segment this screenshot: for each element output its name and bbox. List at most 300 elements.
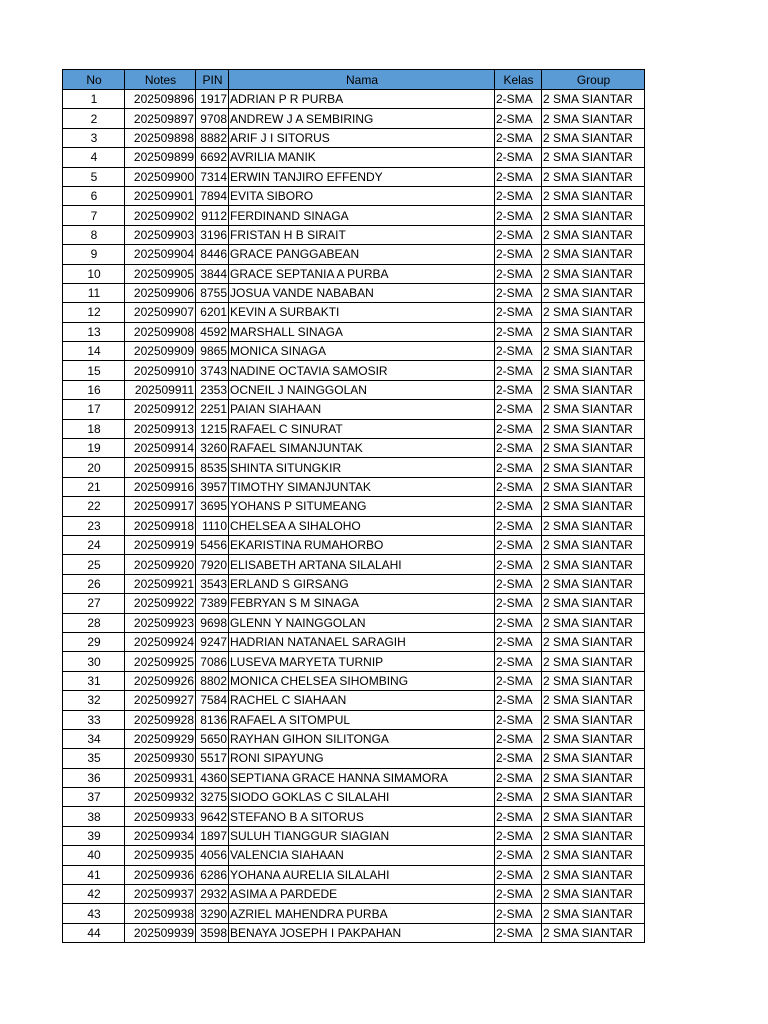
table-row [63,594,645,613]
cell-no: 9 [63,245,125,264]
cell-no: 24 [63,535,125,554]
cell-no: 41 [63,865,125,884]
cell-kelas: 2-SMA [495,419,542,438]
cell-pin: 3290 [196,904,229,923]
cell-no: 19 [63,439,125,458]
table-row [63,264,645,283]
cell-no: 26 [63,574,125,593]
cell-notes: 202509916 [125,477,196,496]
cell-group: 2 SMA SIANTAR [542,652,645,671]
table-row [63,90,645,109]
table-row [63,283,645,302]
cell-notes: 202509934 [125,826,196,845]
cell-notes: 202509928 [125,710,196,729]
cell-no: 20 [63,458,125,477]
cell-no: 44 [63,923,125,942]
cell-notes: 202509920 [125,555,196,574]
table-row [63,574,645,593]
cell-kelas: 2-SMA [495,574,542,593]
cell-kelas: 2-SMA [495,167,542,186]
cell-nama: SULUH TIANGGUR SIAGIAN [229,826,495,845]
cell-group: 2 SMA SIANTAR [542,206,645,225]
cell-group: 2 SMA SIANTAR [542,516,645,535]
cell-nama: NADINE OCTAVIA SAMOSIR [229,361,495,380]
cell-no: 7 [63,206,125,225]
cell-group: 2 SMA SIANTAR [542,419,645,438]
cell-no: 15 [63,361,125,380]
cell-pin: 3598 [196,923,229,942]
table-row [63,555,645,574]
cell-notes: 202509937 [125,885,196,904]
cell-group: 2 SMA SIANTAR [542,225,645,244]
cell-group: 2 SMA SIANTAR [542,380,645,399]
cell-nama: OCNEIL J NAINGGOLAN [229,380,495,399]
cell-kelas: 2-SMA [495,788,542,807]
cell-no: 30 [63,652,125,671]
cell-pin: 7584 [196,691,229,710]
cell-notes: 202509917 [125,497,196,516]
table-row [63,245,645,264]
cell-pin: 4056 [196,846,229,865]
cell-nama: ASIMA A PARDEDE [229,885,495,904]
cell-group: 2 SMA SIANTAR [542,788,645,807]
cell-nama: HADRIAN NATANAEL SARAGIH [229,632,495,651]
cell-group: 2 SMA SIANTAR [542,691,645,710]
cell-group: 2 SMA SIANTAR [542,186,645,205]
table-row [63,535,645,554]
table-row [63,807,645,826]
cell-notes: 202509930 [125,749,196,768]
cell-group: 2 SMA SIANTAR [542,594,645,613]
cell-kelas: 2-SMA [495,477,542,496]
cell-group: 2 SMA SIANTAR [542,613,645,632]
cell-pin: 9698 [196,613,229,632]
cell-no: 39 [63,826,125,845]
cell-nama: CHELSEA A SIHALOHO [229,516,495,535]
cell-kelas: 2-SMA [495,826,542,845]
cell-group: 2 SMA SIANTAR [542,497,645,516]
table-row [63,497,645,516]
cell-nama: SHINTA SITUNGKIR [229,458,495,477]
cell-pin: 3957 [196,477,229,496]
cell-no: 28 [63,613,125,632]
cell-no: 40 [63,846,125,865]
cell-kelas: 2-SMA [495,652,542,671]
cell-nama: MONICA CHELSEA SIHOMBING [229,671,495,690]
cell-kelas: 2-SMA [495,594,542,613]
cell-nama: VALENCIA SIAHAAN [229,846,495,865]
cell-pin: 9708 [196,109,229,128]
cell-pin: 6692 [196,148,229,167]
cell-nama: AZRIEL MAHENDRA PURBA [229,904,495,923]
cell-nama: BENAYA JOSEPH I PAKPAHAN [229,923,495,942]
cell-group: 2 SMA SIANTAR [542,342,645,361]
cell-notes: 202509919 [125,535,196,554]
cell-pin: 2932 [196,885,229,904]
cell-group: 2 SMA SIANTAR [542,923,645,942]
cell-nama: SIODO GOKLAS C SILALAHI [229,788,495,807]
cell-group: 2 SMA SIANTAR [542,885,645,904]
table-row [63,109,645,128]
cell-group: 2 SMA SIANTAR [542,535,645,554]
cell-pin: 8136 [196,710,229,729]
cell-nama: ERLAND S GIRSANG [229,574,495,593]
cell-nama: GRACE PANGGABEAN [229,245,495,264]
cell-no: 1 [63,90,125,109]
cell-kelas: 2-SMA [495,768,542,787]
cell-pin: 7894 [196,186,229,205]
table-row [63,749,645,768]
cell-group: 2 SMA SIANTAR [542,283,645,302]
header-kelas: Kelas [495,70,542,90]
cell-no: 31 [63,671,125,690]
table-row [63,710,645,729]
cell-no: 8 [63,225,125,244]
cell-notes: 202509910 [125,361,196,380]
cell-nama: RAYHAN GIHON SILITONGA [229,729,495,748]
cell-no: 18 [63,419,125,438]
cell-group: 2 SMA SIANTAR [542,574,645,593]
table-row [63,419,645,438]
table-row [63,186,645,205]
cell-nama: LUSEVA MARYETA TURNIP [229,652,495,671]
cell-notes: 202509933 [125,807,196,826]
cell-no: 36 [63,768,125,787]
cell-notes: 202509938 [125,904,196,923]
cell-no: 13 [63,322,125,341]
cell-no: 2 [63,109,125,128]
cell-nama: EKARISTINA RUMAHORBO [229,535,495,554]
cell-pin: 8755 [196,283,229,302]
header-group: Group [542,70,645,90]
cell-pin: 7389 [196,594,229,613]
cell-notes: 202509896 [125,90,196,109]
cell-notes: 202509898 [125,128,196,147]
cell-no: 10 [63,264,125,283]
cell-notes: 202509912 [125,400,196,419]
cell-pin: 9247 [196,632,229,651]
cell-pin: 1215 [196,419,229,438]
cell-kelas: 2-SMA [495,749,542,768]
cell-group: 2 SMA SIANTAR [542,148,645,167]
cell-notes: 202509911 [125,380,196,399]
cell-no: 42 [63,885,125,904]
cell-notes: 202509907 [125,303,196,322]
cell-nama: JOSUA VANDE NABABAN [229,283,495,302]
cell-notes: 202509906 [125,283,196,302]
table-body [63,90,645,943]
cell-no: 35 [63,749,125,768]
cell-pin: 3844 [196,264,229,283]
cell-pin: 8882 [196,128,229,147]
cell-group: 2 SMA SIANTAR [542,846,645,865]
cell-notes: 202509908 [125,322,196,341]
cell-no: 5 [63,167,125,186]
cell-kelas: 2-SMA [495,439,542,458]
cell-notes: 202509931 [125,768,196,787]
cell-pin: 6201 [196,303,229,322]
cell-no: 23 [63,516,125,535]
cell-group: 2 SMA SIANTAR [542,303,645,322]
cell-notes: 202509921 [125,574,196,593]
table-row [63,458,645,477]
table-row [63,225,645,244]
cell-no: 21 [63,477,125,496]
cell-kelas: 2-SMA [495,516,542,535]
cell-group: 2 SMA SIANTAR [542,710,645,729]
header-notes: Notes [125,70,196,90]
cell-pin: 6286 [196,865,229,884]
cell-no: 4 [63,148,125,167]
cell-kelas: 2-SMA [495,729,542,748]
cell-nama: ANDREW J A SEMBIRING [229,109,495,128]
table-row [63,846,645,865]
cell-kelas: 2-SMA [495,555,542,574]
table-row [63,206,645,225]
cell-notes: 202509903 [125,225,196,244]
cell-no: 34 [63,729,125,748]
cell-kelas: 2-SMA [495,206,542,225]
cell-group: 2 SMA SIANTAR [542,749,645,768]
cell-nama: MONICA SINAGA [229,342,495,361]
cell-nama: YOHANA AURELIA SILALAHI [229,865,495,884]
cell-group: 2 SMA SIANTAR [542,264,645,283]
cell-pin: 7920 [196,555,229,574]
cell-notes: 202509918 [125,516,196,535]
cell-pin: 2353 [196,380,229,399]
cell-pin: 1110 [196,516,229,535]
cell-pin: 1897 [196,826,229,845]
cell-kelas: 2-SMA [495,691,542,710]
cell-group: 2 SMA SIANTAR [542,904,645,923]
cell-nama: EVITA SIBORO [229,186,495,205]
table-row [63,632,645,651]
cell-kelas: 2-SMA [495,322,542,341]
cell-group: 2 SMA SIANTAR [542,245,645,264]
table-row [63,768,645,787]
cell-no: 32 [63,691,125,710]
cell-no: 37 [63,788,125,807]
cell-group: 2 SMA SIANTAR [542,807,645,826]
cell-notes: 202509915 [125,458,196,477]
cell-pin: 9865 [196,342,229,361]
cell-kelas: 2-SMA [495,264,542,283]
cell-no: 33 [63,710,125,729]
cell-notes: 202509939 [125,923,196,942]
table-row [63,128,645,147]
cell-notes: 202509926 [125,671,196,690]
cell-group: 2 SMA SIANTAR [542,826,645,845]
cell-no: 6 [63,186,125,205]
header-row [63,70,645,90]
cell-group: 2 SMA SIANTAR [542,632,645,651]
table-row [63,380,645,399]
table-row [63,671,645,690]
cell-notes: 202509902 [125,206,196,225]
cell-kelas: 2-SMA [495,90,542,109]
cell-pin: 3743 [196,361,229,380]
cell-pin: 3543 [196,574,229,593]
cell-group: 2 SMA SIANTAR [542,458,645,477]
cell-nama: FRISTAN H B SIRAIT [229,225,495,244]
cell-notes: 202509899 [125,148,196,167]
cell-no: 12 [63,303,125,322]
cell-kelas: 2-SMA [495,400,542,419]
table-row [63,477,645,496]
cell-nama: SEPTIANA GRACE HANNA SIMAMORA [229,768,495,787]
table-row [63,865,645,884]
cell-no: 14 [63,342,125,361]
cell-kelas: 2-SMA [495,865,542,884]
cell-group: 2 SMA SIANTAR [542,167,645,186]
cell-notes: 202509904 [125,245,196,264]
cell-notes: 202509914 [125,439,196,458]
cell-notes: 202509897 [125,109,196,128]
cell-nama: AVRILIA MANIK [229,148,495,167]
table-row [63,303,645,322]
cell-notes: 202509936 [125,865,196,884]
table-row [63,322,645,341]
cell-group: 2 SMA SIANTAR [542,439,645,458]
cell-group: 2 SMA SIANTAR [542,477,645,496]
cell-no: 25 [63,555,125,574]
cell-notes: 202509900 [125,167,196,186]
table-row [63,167,645,186]
cell-kelas: 2-SMA [495,148,542,167]
cell-pin: 3695 [196,497,229,516]
cell-notes: 202509929 [125,729,196,748]
cell-no: 29 [63,632,125,651]
cell-pin: 7314 [196,167,229,186]
table-row [63,613,645,632]
cell-no: 27 [63,594,125,613]
cell-nama: GLENN Y NAINGGOLAN [229,613,495,632]
cell-nama: RAFAEL A SITOMPUL [229,710,495,729]
cell-notes: 202509913 [125,419,196,438]
cell-kelas: 2-SMA [495,535,542,554]
cell-nama: MARSHALL SINAGA [229,322,495,341]
cell-kelas: 2-SMA [495,807,542,826]
table-row [63,729,645,748]
cell-notes: 202509924 [125,632,196,651]
cell-pin: 3260 [196,439,229,458]
cell-nama: TIMOTHY SIMANJUNTAK [229,477,495,496]
cell-kelas: 2-SMA [495,342,542,361]
table-row [63,885,645,904]
cell-nama: FERDINAND SINAGA [229,206,495,225]
cell-pin: 4360 [196,768,229,787]
cell-kelas: 2-SMA [495,225,542,244]
cell-group: 2 SMA SIANTAR [542,768,645,787]
cell-nama: ELISABETH ARTANA SILALAHI [229,555,495,574]
cell-kelas: 2-SMA [495,613,542,632]
cell-nama: RAFAEL SIMANJUNTAK [229,439,495,458]
cell-pin: 3196 [196,225,229,244]
cell-nama: ADRIAN P R PURBA [229,90,495,109]
cell-kelas: 2-SMA [495,283,542,302]
cell-pin: 5517 [196,749,229,768]
cell-nama: ERWIN TANJIRO EFFENDY [229,167,495,186]
cell-group: 2 SMA SIANTAR [542,400,645,419]
table-row [63,923,645,942]
cell-group: 2 SMA SIANTAR [542,109,645,128]
table-row [63,652,645,671]
cell-no: 17 [63,400,125,419]
header-no: No [63,70,125,90]
cell-pin: 8535 [196,458,229,477]
cell-kelas: 2-SMA [495,846,542,865]
cell-kelas: 2-SMA [495,458,542,477]
cell-notes: 202509925 [125,652,196,671]
cell-kelas: 2-SMA [495,186,542,205]
cell-nama: ARIF J I SITORUS [229,128,495,147]
cell-kelas: 2-SMA [495,245,542,264]
cell-group: 2 SMA SIANTAR [542,361,645,380]
cell-notes: 202509923 [125,613,196,632]
cell-no: 38 [63,807,125,826]
cell-notes: 202509905 [125,264,196,283]
cell-nama: KEVIN A SURBAKTI [229,303,495,322]
table-row [63,148,645,167]
table-row [63,342,645,361]
cell-pin: 9642 [196,807,229,826]
cell-nama: RACHEL C SIAHAAN [229,691,495,710]
cell-notes: 202509922 [125,594,196,613]
cell-kelas: 2-SMA [495,380,542,399]
header-pin: PIN [196,70,229,90]
cell-nama: PAIAN SIAHAAN [229,400,495,419]
cell-group: 2 SMA SIANTAR [542,555,645,574]
table-row [63,361,645,380]
cell-nama: FEBRYAN S M SINAGA [229,594,495,613]
cell-kelas: 2-SMA [495,128,542,147]
cell-pin: 2251 [196,400,229,419]
cell-notes: 202509932 [125,788,196,807]
cell-no: 16 [63,380,125,399]
table-row [63,516,645,535]
cell-kelas: 2-SMA [495,885,542,904]
cell-kelas: 2-SMA [495,710,542,729]
cell-pin: 5456 [196,535,229,554]
cell-group: 2 SMA SIANTAR [542,128,645,147]
cell-kelas: 2-SMA [495,497,542,516]
table-row [63,691,645,710]
cell-no: 43 [63,904,125,923]
student-table [62,69,645,943]
cell-pin: 8446 [196,245,229,264]
cell-group: 2 SMA SIANTAR [542,865,645,884]
cell-pin: 1917 [196,90,229,109]
cell-no: 11 [63,283,125,302]
table-row [63,439,645,458]
table-row [63,788,645,807]
cell-kelas: 2-SMA [495,361,542,380]
cell-kelas: 2-SMA [495,109,542,128]
cell-pin: 4592 [196,322,229,341]
cell-kelas: 2-SMA [495,671,542,690]
cell-kelas: 2-SMA [495,904,542,923]
cell-notes: 202509935 [125,846,196,865]
cell-notes: 202509909 [125,342,196,361]
cell-no: 3 [63,128,125,147]
table-row [63,400,645,419]
cell-nama: RONI SIPAYUNG [229,749,495,768]
cell-group: 2 SMA SIANTAR [542,322,645,341]
cell-kelas: 2-SMA [495,923,542,942]
cell-notes: 202509901 [125,186,196,205]
cell-no: 22 [63,497,125,516]
cell-pin: 9112 [196,206,229,225]
